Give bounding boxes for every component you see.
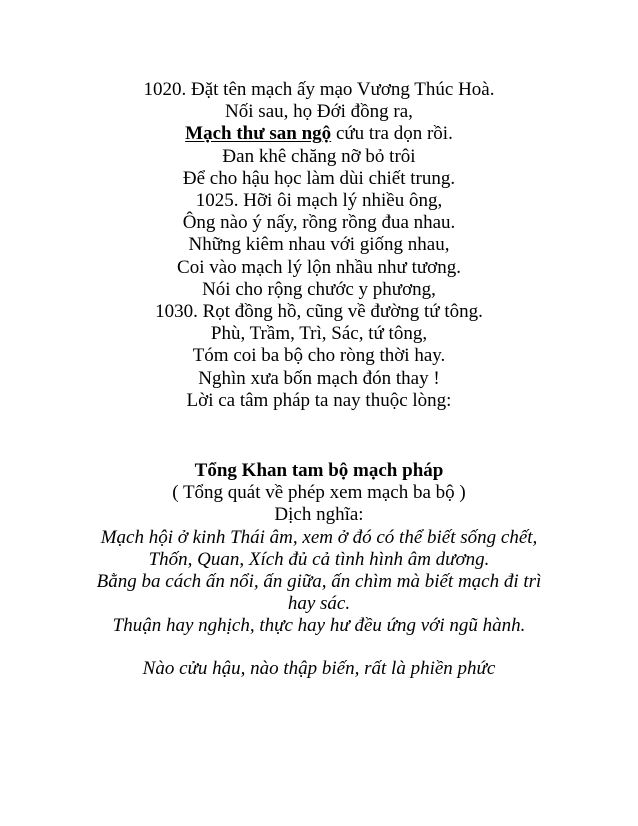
poem-line: 1030. Rọt đồng hồ, cũng về đường tứ tông.	[155, 301, 483, 323]
poem-line: 1020. Đặt tên mạch ấy mạo Vương Thúc Hoà.	[143, 79, 495, 100]
poem-line: Coi vào mạch lý lộn nhầu như tương.	[177, 256, 461, 278]
translation-paragraph: Bằng ba cách ấn nổi, ấn giữa, ấn chìm mà biết mạch đi trì hay sác.	[96, 571, 542, 615]
poem-line: Nói cho rộng chước y phương,	[202, 278, 436, 300]
section-subtitle: ( Tổng quát về phép xem mạch ba bộ )	[172, 482, 466, 504]
translation-label: Dịch nghĩa:	[274, 504, 364, 526]
translation-paragraph: Thốn, Quan, Xích đủ cả tình hình âm dương.	[148, 548, 490, 570]
translation-paragraph: Mạch hội ở kinh Thái âm, xem ở đó có thể biết sống chết,	[100, 526, 538, 548]
section-block	[0, 460, 638, 680]
poem-verses	[0, 79, 638, 412]
translation-paragraph: Thuận hay nghịch, thực hay hư đều ứng với ngũ hành.	[112, 615, 526, 637]
book-title: Mạch thư san ngộ	[185, 123, 332, 145]
poem-line: Nối sau, họ Đới đồng ra,	[225, 101, 413, 123]
poem-line-rest: cứu tra dọn rồi.	[331, 123, 453, 145]
poem-line: 1025. Hỡi ôi mạch lý nhiều ông,	[195, 190, 443, 212]
poem-line: Để cho hậu học làm dùi chiết trung.	[182, 167, 456, 189]
section-title: Tổng Khan tam bộ mạch pháp	[194, 460, 444, 481]
poem-line: Ông nào ý nấy, rồng rồng đua nhau.	[182, 212, 456, 234]
poem-line: Đan khê chăng nỡ bỏ trôi	[222, 145, 416, 167]
poem-line-with-title	[0, 123, 638, 145]
paragraph-gap	[0, 638, 638, 658]
poem-line: Nghìn xưa bốn mạch đón thay !	[198, 367, 440, 389]
poem-line: Những kiêm nhau với giống nhau,	[188, 234, 450, 256]
translation-paragraph: Nào cửu hậu, nào thập biến, rất là phiền phức	[142, 657, 496, 679]
poem-line: Phù, Trầm, Trì, Sác, tứ tông,	[210, 323, 428, 345]
poem-line: Lời ca tâm pháp ta nay thuộc lòng:	[186, 389, 452, 411]
poem-line: Tóm coi ba bộ cho ròng thời hay.	[192, 345, 446, 367]
